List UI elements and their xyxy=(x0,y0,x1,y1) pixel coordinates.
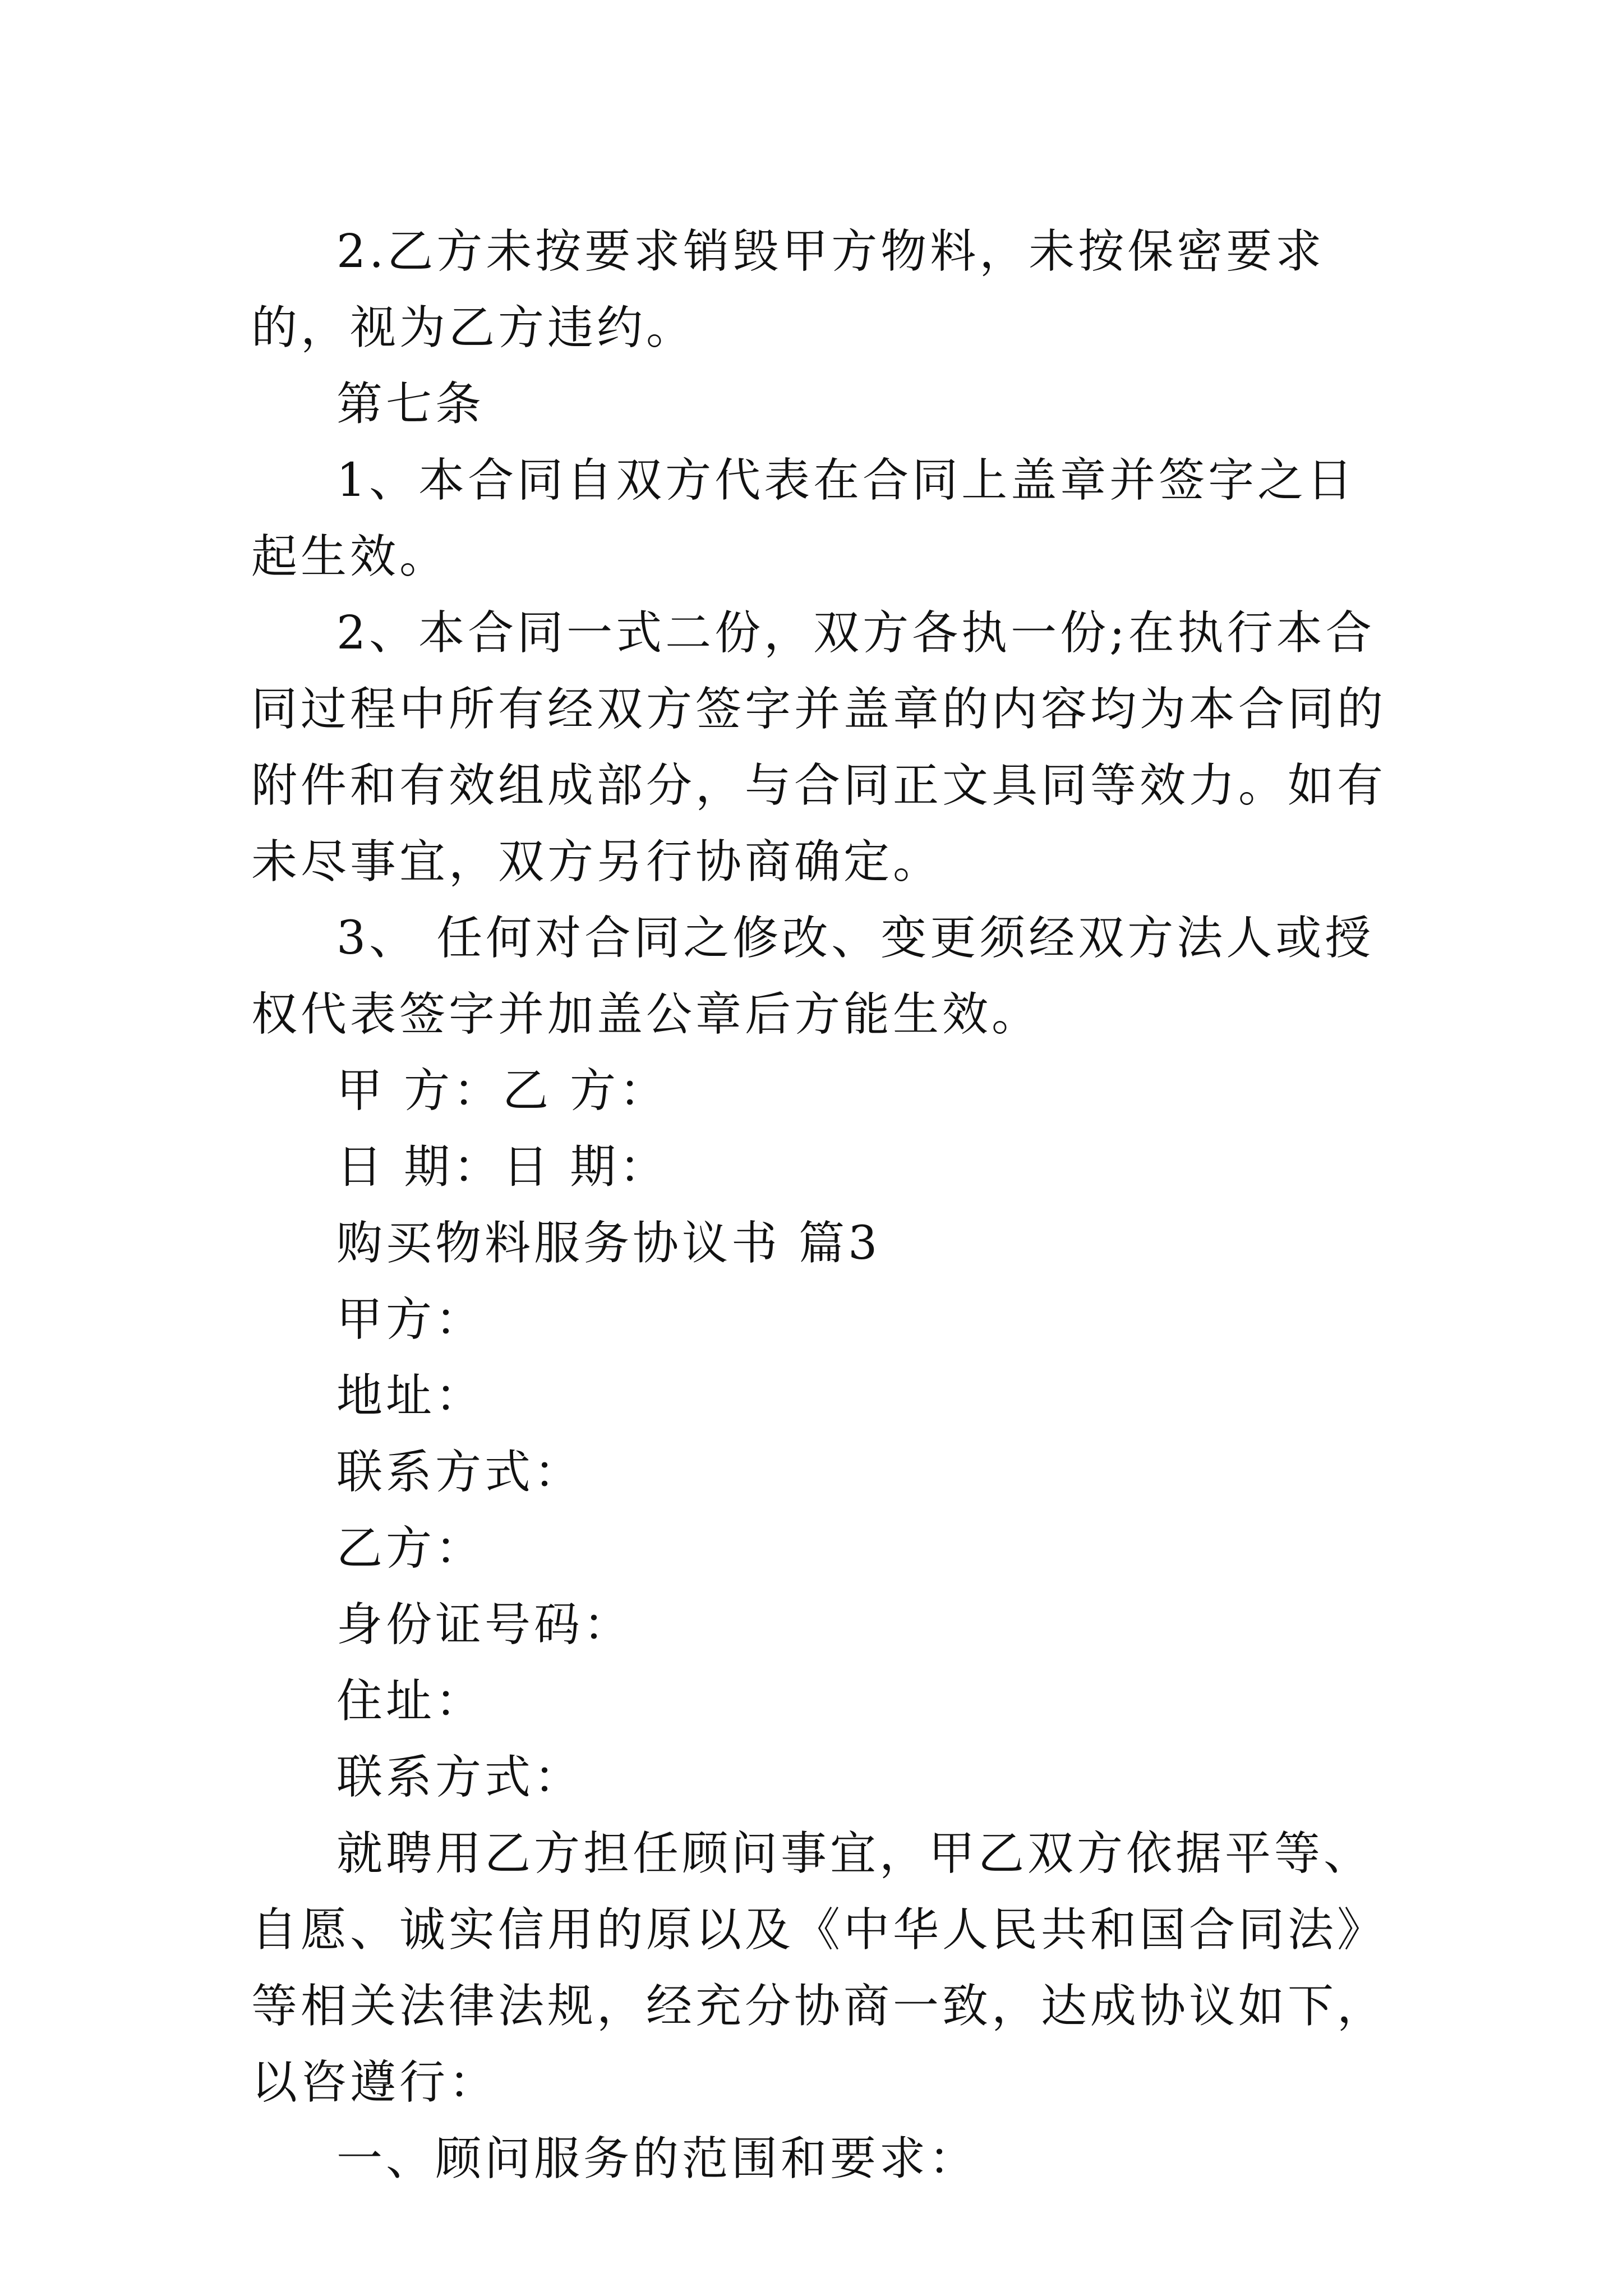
document-title: 购买物料服务协议书 篇3 xyxy=(336,1217,881,1270)
field-contact: 联系方式： xyxy=(336,1751,584,1804)
section-heading: 第七条 xyxy=(336,378,485,431)
document-body xyxy=(251,214,1405,2197)
field-residence: 住址： xyxy=(336,1674,485,1728)
paragraph: 2.乙方未按要求销毁甲方物料，未按保密要求的，视为乙方违约。 xyxy=(251,225,1325,355)
field-address: 地址： xyxy=(336,1369,485,1423)
signature-party-line: 甲 方：乙 方： xyxy=(336,1064,669,1117)
field-contact: 联系方式： xyxy=(336,1446,584,1499)
signature-date-line: 日 期：日 期： xyxy=(336,1140,669,1194)
field-id-number: 身份证号码： xyxy=(336,1598,633,1651)
field-party-b: 乙方： xyxy=(336,1522,485,1575)
paragraph: 1、本合同自双方代表在合同上盖章并签字之日起生效。 xyxy=(251,454,1357,583)
paragraph: 就聘用乙方担任顾问事宜，甲乙双方依据平等、自愿、诚实信用的原以及《中华人民共和国合同法》 等相关法律法规，经充分协商一致，达成协议如下，以咨遵行： xyxy=(251,1827,1405,2109)
field-party-a: 甲方： xyxy=(336,1293,485,1346)
section-heading: 一、顾问服务的范围和要求： xyxy=(336,2132,979,2185)
paragraph: 2、本合同一式二份，双方各执一份;在执行本合同过程中所有经双方签字并盖章的内容均为本合同的附件和有效组成部分，与合同正文具同等效力。如有未尽事宜，双方另行协商确定。 xyxy=(251,606,1387,889)
paragraph: 3、 任何对合同之修改、变更须经双方法人或授权代表签字并加盖公章后方能生效。 xyxy=(251,912,1375,1041)
